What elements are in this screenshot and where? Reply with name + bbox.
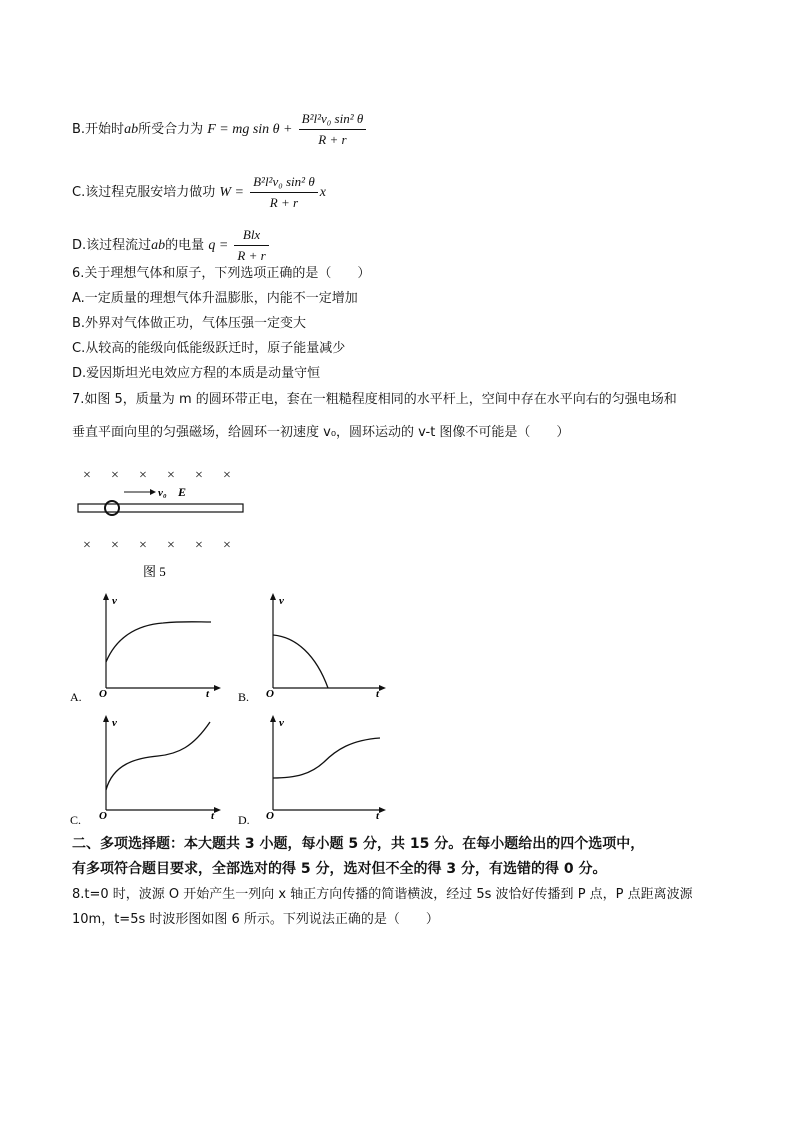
e-field-label: E	[178, 485, 187, 499]
velocity-arrowhead	[150, 489, 156, 495]
v-axis-label: v	[279, 717, 284, 729]
q5-c-numerator: B²l²v₀ sin² θ	[250, 173, 318, 193]
magnetic-field-row-top	[83, 468, 231, 483]
origin-label: O	[266, 688, 274, 700]
cross-mark: ×	[111, 538, 119, 553]
q5-d-mid: 的电量	[165, 238, 205, 253]
curve-d	[273, 738, 380, 778]
graph-c-label: C.	[70, 813, 82, 827]
v-axis-arrow	[270, 715, 276, 722]
q5-d-ab: ab	[151, 238, 166, 253]
section-2-line1: 二、多项选择题：本大题共 3 小题，每小题 5 分，共 15 分。在每小题给出的四个选项中，	[72, 836, 645, 852]
graph-b-label: B.	[238, 690, 250, 704]
t-axis-arrow	[379, 807, 386, 813]
curve-b	[273, 635, 328, 688]
q5-b-numerator: B²l²v₀ sin² θ	[299, 110, 367, 130]
q5-b-lhs: F = mg sin θ +	[207, 122, 293, 137]
q5-b-denominator: R + r	[318, 132, 347, 147]
q5-c-denominator: R + r	[269, 195, 299, 210]
v-axis-arrow	[103, 593, 109, 600]
q5-option-b	[72, 110, 368, 149]
graph-c	[68, 712, 228, 827]
cross-mark: ×	[223, 538, 231, 553]
graph-d	[236, 712, 396, 827]
q8-stem-line1: 8.t=0 时，波源 O 开始产生一列向 x 轴正方向传播的简谐横波，经过 5s 波恰好传播到 P 点，P 点距离波源	[72, 887, 693, 902]
charged-ring	[105, 501, 119, 515]
q5-b-mid: 所受合力为	[138, 122, 204, 137]
q5-option-d	[72, 226, 271, 265]
q7-stem-line2: 垂直平面向里的匀强磁场，给圆环一初速度 v₀，圆环运动的 v-t 图像不可能是（ ）	[72, 425, 570, 440]
v0-label: v₀	[158, 487, 167, 499]
cross-mark: ×	[83, 538, 91, 553]
cross-mark: ×	[167, 538, 175, 553]
q6-option-b: B.外界对气体做正功，气体压强一定变大	[72, 316, 307, 331]
q5-b-prefix: B.开始时	[72, 122, 125, 137]
t-axis-arrow	[214, 685, 221, 691]
q5-d-prefix: D.该过程流过	[72, 238, 152, 253]
curve-c	[106, 722, 210, 790]
q8-stem-line2: 10m，t=5s 时波形图如图 6 所示。下列说法正确的是（ ）	[72, 912, 439, 927]
graph-d-label: D.	[238, 813, 250, 827]
q5-option-c	[72, 173, 326, 212]
origin-label: O	[99, 810, 107, 822]
t-axis-label: t	[376, 688, 380, 700]
cross-mark: ×	[195, 468, 203, 483]
t-axis-arrow	[379, 685, 386, 691]
q5-b-ab: ab	[124, 122, 139, 137]
t-axis-label: t	[206, 688, 210, 700]
cross-mark: ×	[223, 468, 231, 483]
q6-stem: 6.关于理想气体和原子，下列选项正确的是（ ）	[72, 266, 371, 281]
origin-label: O	[99, 688, 107, 700]
v-axis-arrow	[270, 593, 276, 600]
q5-d-numerator: Blx	[234, 226, 268, 246]
cross-mark: ×	[195, 538, 203, 553]
q5-c-tail: x	[319, 185, 326, 200]
graph-a	[68, 590, 228, 705]
t-axis-label: t	[376, 810, 380, 822]
q5-c-fraction	[250, 173, 318, 212]
v-axis-label: v	[112, 595, 117, 607]
v-axis-label: v	[112, 717, 117, 729]
v-axis-label: v	[279, 595, 284, 607]
section-2-line2: 有多项符合题目要求，全部选对的得 5 分，选对但不全的得 3 分，有选错的得 0 分。	[72, 861, 607, 877]
origin-label: O	[266, 810, 274, 822]
cross-mark: ×	[111, 468, 119, 483]
horizontal-rod	[78, 504, 243, 512]
curve-a	[106, 622, 211, 662]
graph-b	[236, 590, 396, 705]
q6-option-c: C.从较高的能级向低能级跃迁时，原子能量减少	[72, 341, 346, 356]
q5-c-prefix: C.该过程克服安培力做功	[72, 185, 216, 200]
cross-mark: ×	[139, 468, 147, 483]
q6-option-a: A.一定质量的理想气体升温膨胀，内能不一定增加	[72, 291, 358, 306]
figure-5	[70, 460, 260, 585]
q6-option-d: D.爱因斯坦光电效应方程的本质是动量守恒	[72, 366, 321, 381]
t-axis-label: t	[211, 810, 215, 822]
graph-a-label: A.	[70, 690, 82, 704]
cross-mark: ×	[167, 468, 175, 483]
q5-d-lhs: q =	[208, 238, 229, 253]
q7-stem-line1: 7.如图 5，质量为 m 的圆环带正电，套在一粗糙程度相同的水平杆上，空间中存在水平向右的匀强电场和	[72, 392, 677, 407]
figure-5-caption: 图 5	[143, 564, 166, 579]
cross-mark: ×	[139, 538, 147, 553]
t-axis-arrow	[214, 807, 221, 813]
q5-b-fraction	[299, 110, 367, 149]
q5-d-fraction	[234, 226, 268, 265]
v-axis-arrow	[103, 715, 109, 722]
cross-mark: ×	[83, 468, 91, 483]
q5-d-denominator: R + r	[237, 248, 266, 263]
magnetic-field-row-bottom	[83, 538, 231, 553]
q5-c-lhs: W =	[219, 185, 244, 200]
